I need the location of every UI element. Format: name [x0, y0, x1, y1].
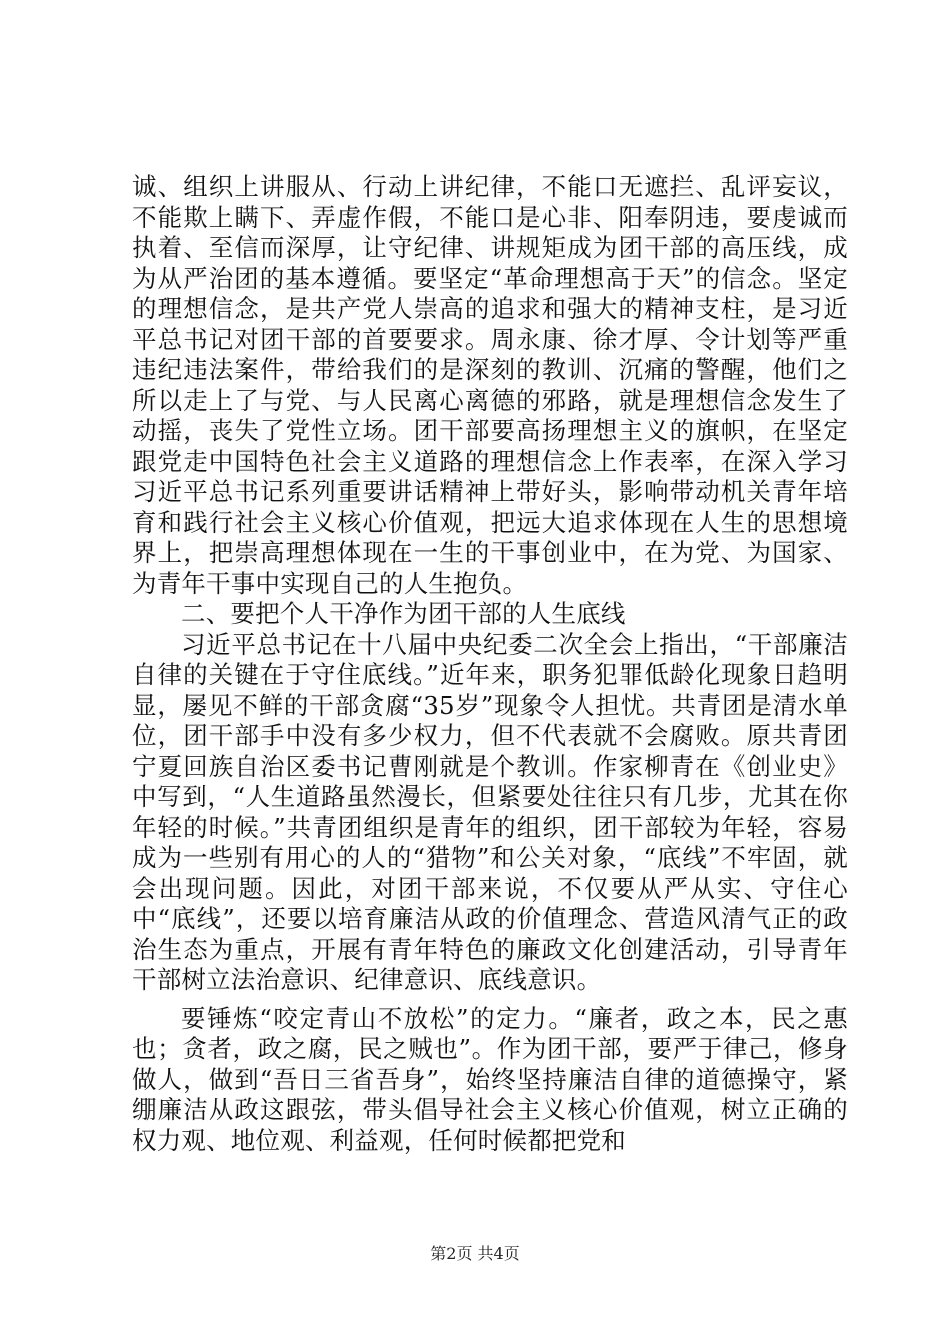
paragraph-2: 习近平总书记在十八届中央纪委二次全会上指出，“干部廉洁自律的关键在于守住底线。”近年来，职务犯罪低龄化现象日趋明显，屡见不鲜的干部贪腐“35岁”现象令人担忧。共青团是清水单位，团干部手中没有多少权力，但不代表就不会腐败。原共青团宁夏回族自治区委书记曹刚就是个教训。作家柳青在《创业史》中写到，“人生道路虽然漫长，但紧要处往往只有几步，尤其在你年轻的时候。”共青团组织是青年的组织，团干部较为年轻，容易成为一些别有用心的人的“猎物”和公关对象，“底线”不牢固，就会出现问题。因此，对团干部来说，不仅要从严从实、守住心中“底线”，还要以培育廉洁从政的价值理念、营造风清气正的政治生态为重点，开展有青年特色的廉政文化创建活动，引导青年干部树立法治意识、纪律意识、底线意识。 — [132, 629, 848, 994]
section-heading: 二、要把个人干净作为团干部的人生底线 — [181, 599, 626, 628]
paragraph-1: 诚、组织上讲服从、行动上讲纪律，不能口无遮拦、乱评妄议，不能欺上瞒下、弄虚作假，不能口是心非、阳奉阴违，要虔诚而执着、至信而深厚，让守纪律、讲规矩成为团干部的高压线，成为从严治团的基本遵循。要坚定“革命理想高于天”的信念。坚定的理想信念，是共产党人崇高的追求和强大的精神支柱，是习近平总书记对团干部的首要要求。周永康、徐才厚、令计划等严重违纪违法案件，带给我们的是深刻的教训、沉痛的警醒，他们之所以走上了与党、与人民离心离德的邪路，就是理想信念发生了动摇，丧失了党性立场。团干部要高扬理想主义的旗帜，在坚定跟党走中国特色社会主义道路的理想信念上作表率，在深入学习习近平总书记系列重要讲话精神上带好头，影响带动机关青年培育和践行社会主义核心价值观，把远大追求体现在人生的思想境界上，把崇高理想体现在一生的干事创业中，在为党、为国家、为青年干事中实现自己的人生抱负。 — [132, 172, 848, 598]
paragraph-3: 要锤炼“咬定青山不放松”的定力。“廉者，政之本，民之惠也；贪者，政之腐，民之贼也”。作为团干部，要严于律己，修身做人，做到“吾日三省吾身”，始终坚持廉洁自律的道德操守，紧绷廉洁从政这跟弦，带头倡导社会主义核心价值观，树立正确的权力观、地位观、利益观，任何时候都把党和 — [132, 1003, 848, 1155]
document-body — [132, 172, 848, 1156]
page-number-footer: 第2页 共4页 — [430, 1244, 520, 1263]
